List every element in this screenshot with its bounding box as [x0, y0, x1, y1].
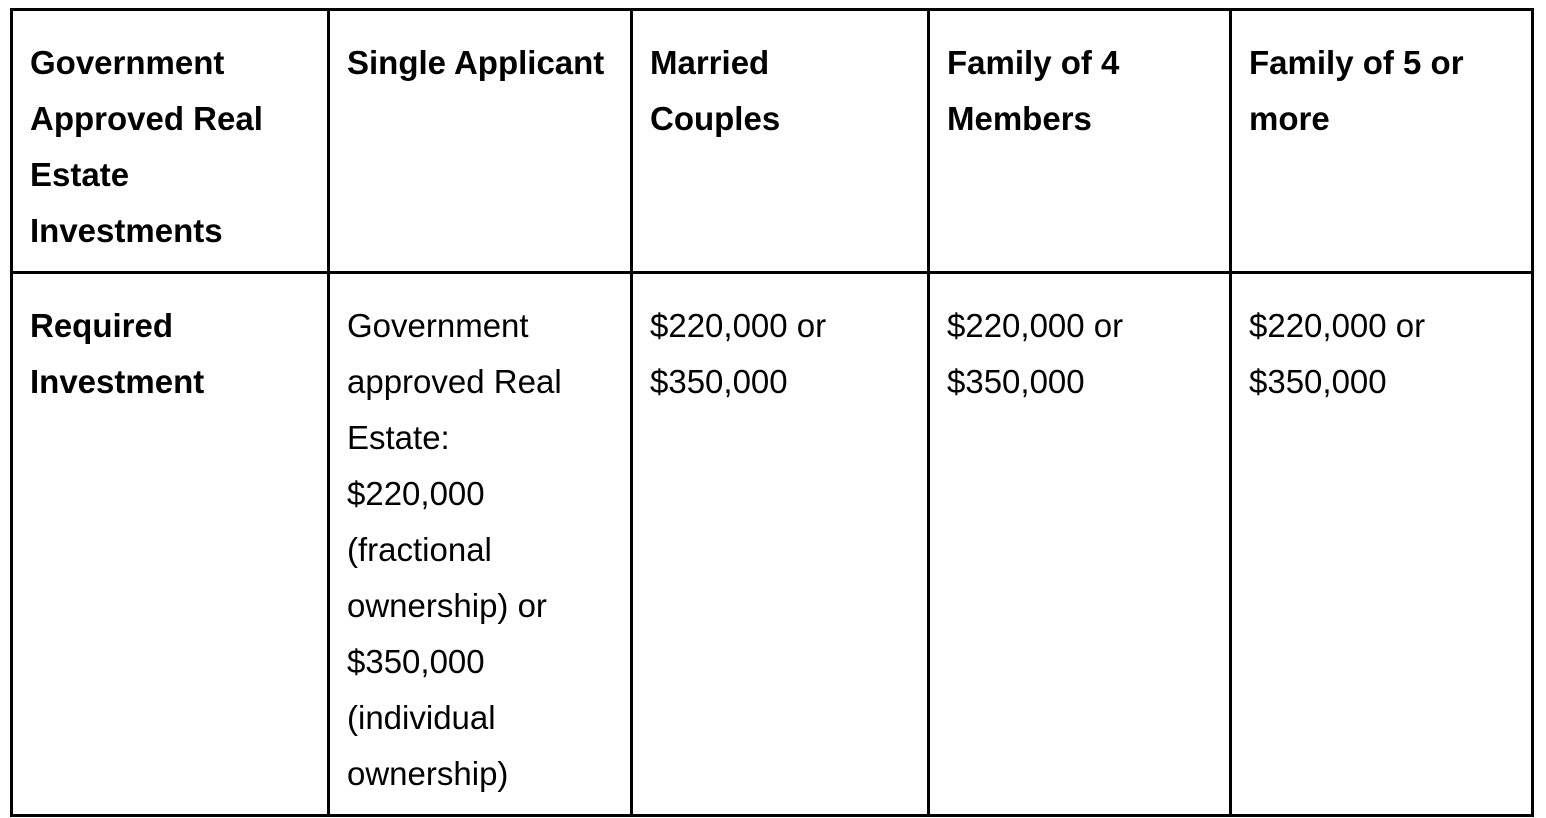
cell-single-applicant: Government approved Real Estate: $220,000 (fractional ownership) or $350,000 (individual ownership) [329, 273, 632, 816]
row-label-required-investment: Required Investment [12, 273, 329, 816]
cell-family-of-5-or-more: $220,000 or $350,000 [1231, 273, 1533, 816]
cell-family-of-4: $220,000 or $350,000 [929, 273, 1231, 816]
cell-married-couples: $220,000 or $350,000 [632, 273, 929, 816]
header-cell-married-couples: Married Couples [632, 10, 929, 273]
header-cell-family-of-4: Family of 4 Members [929, 10, 1231, 273]
header-cell-family-of-5-or-more: Family of 5 or more [1231, 10, 1533, 273]
table-row [12, 273, 1533, 816]
table-header-row [12, 10, 1533, 273]
investment-table [10, 8, 1534, 817]
header-cell-single-applicant: Single Applicant [329, 10, 632, 273]
header-cell-investment-type: Government Approved Real Estate Investments [12, 10, 329, 273]
